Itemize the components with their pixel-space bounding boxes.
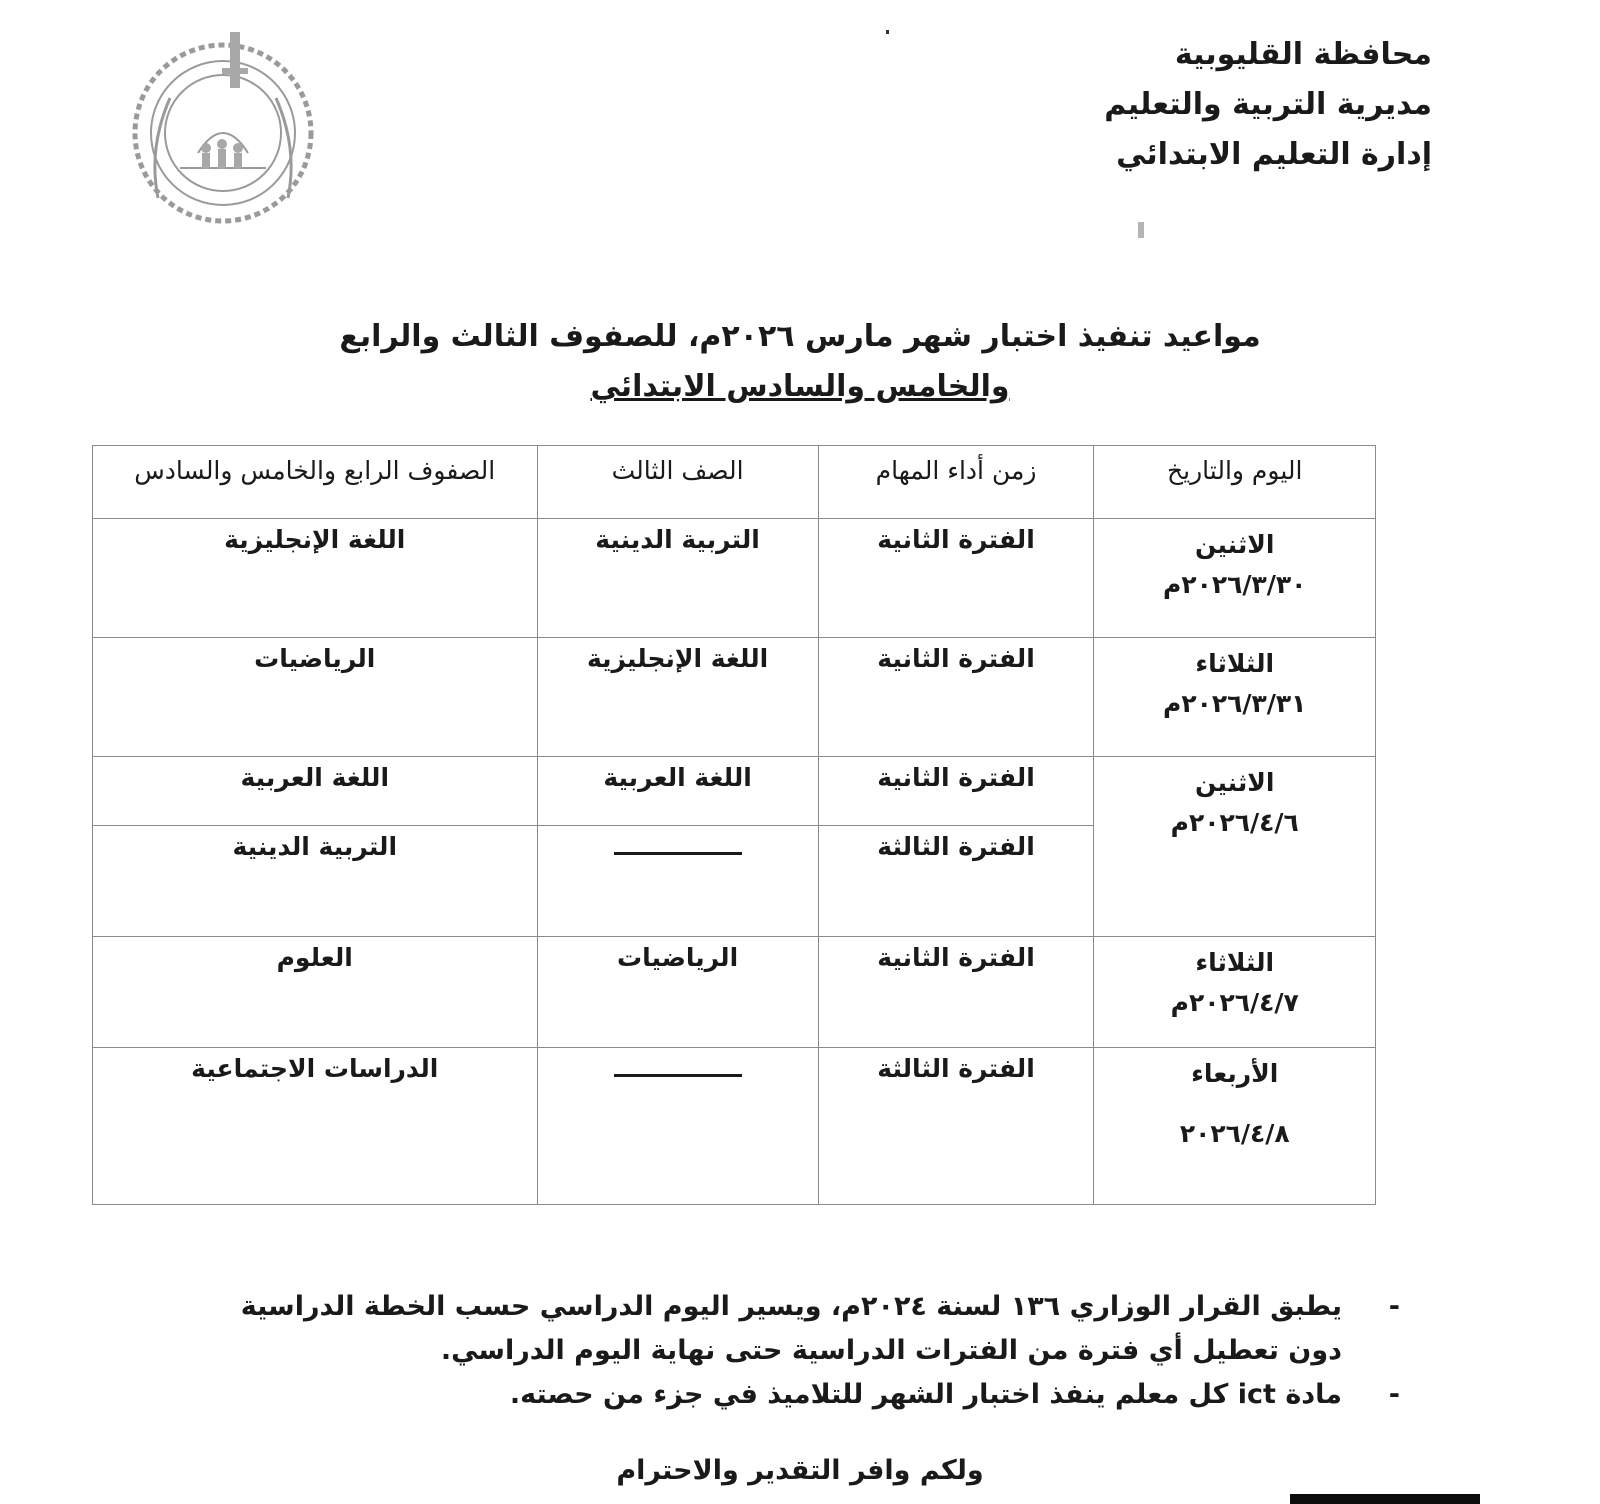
- grades456-subject-cell: التربية الدينية: [93, 826, 538, 937]
- exam-schedule-table: [92, 445, 1376, 1205]
- document-title: [250, 312, 1350, 412]
- day-date-cell: [1094, 757, 1376, 937]
- title-line-2: والخامس والسادس الابتدائي: [590, 369, 1010, 404]
- redaction-box: [140, 1452, 540, 1504]
- grades456-subject-cell: العلوم: [93, 937, 538, 1048]
- notes-section: [232, 1285, 1400, 1417]
- table-row: [93, 1048, 1376, 1205]
- department-name: إدارة التعليم الابتدائي: [1116, 137, 1432, 172]
- ministry-seal-logo: [118, 28, 328, 228]
- day-date-cell: [1094, 1048, 1376, 1205]
- table-row: [93, 757, 1376, 826]
- time-cell: الفترة الثانية: [818, 638, 1094, 757]
- grade3-subject-cell: الرياضيات: [537, 937, 818, 1048]
- day-name: الثلاثاء: [1195, 649, 1275, 678]
- note-item: [232, 1373, 1400, 1417]
- grades456-subject-cell: اللغة الإنجليزية: [93, 519, 538, 638]
- note-text: مادة ict كل معلم ينفذ اختبار الشهر للتلاميذ في جزء من حصته.: [509, 1379, 1342, 1410]
- note-bullet: -: [1388, 1291, 1400, 1322]
- table-header-row: [93, 446, 1376, 519]
- date-value: ٢٠٢٦/٤/٧م: [1170, 988, 1299, 1017]
- grades456-subject-cell: الرياضيات: [93, 638, 538, 757]
- date-value: ٢٠٢٦/٤/٦م: [1170, 808, 1299, 837]
- grades456-subject-cell: اللغة العربية: [93, 757, 538, 826]
- note-text: يطبق القرار الوزاري ١٣٦ لسنة ٢٠٢٤م، ويسير اليوم الدراسي حسب الخطة الدراسية دون تعطيل أي فترة من الفترات الدراسية حتى نهاية اليوم الدراسي.: [240, 1291, 1342, 1366]
- time-cell: الفترة الثالثة: [818, 1048, 1094, 1205]
- day-date-cell: [1094, 519, 1376, 638]
- header-day-date: اليوم والتاريخ: [1094, 446, 1376, 519]
- time-cell: الفترة الثانية: [818, 937, 1094, 1048]
- header-task-time: زمن أداء المهام: [818, 446, 1094, 519]
- date-value: ٢٠٢٦/٣/٣١م: [1163, 689, 1307, 718]
- note-item: [232, 1285, 1400, 1373]
- signature-mark: [1290, 1494, 1480, 1504]
- grade3-subject-cell: اللغة الإنجليزية: [537, 638, 818, 757]
- directorate-name: مديرية التربية والتعليم: [1104, 87, 1432, 122]
- grades456-subject-cell: الدراسات الاجتماعية: [93, 1048, 538, 1205]
- table-row: [93, 937, 1376, 1048]
- day-name: الاثنين: [1194, 768, 1275, 797]
- table-row: [93, 519, 1376, 638]
- header-grade-3: الصف الثالث: [537, 446, 818, 519]
- day-date-cell: [1094, 937, 1376, 1048]
- time-cell: الفترة الثالثة: [818, 826, 1094, 937]
- no-exam-dash: [614, 852, 742, 855]
- day-name: الأربعاء: [1191, 1059, 1279, 1088]
- scan-speck: [1138, 222, 1144, 238]
- table-row: [93, 638, 1376, 757]
- day-date-cell: [1094, 638, 1376, 757]
- grade3-subject-cell: التربية الدينية: [537, 519, 818, 638]
- no-exam-dash: [614, 1074, 742, 1077]
- title-line-1: مواعيد تنفيذ اختبار شهر مارس ٢٠٢٦م، للصفوف الثالث والرابع: [339, 319, 1261, 354]
- day-name: الثلاثاء: [1195, 948, 1275, 977]
- note-bullet: -: [1388, 1379, 1400, 1410]
- time-cell: الفترة الثانية: [818, 757, 1094, 826]
- scan-speck: [886, 30, 889, 34]
- date-value: ٢٠٢٦/٣/٣٠م: [1163, 570, 1307, 599]
- date-value: ٢٠٢٦/٤/٨: [1179, 1119, 1290, 1148]
- time-cell: الفترة الثانية: [818, 519, 1094, 638]
- day-name: الاثنين: [1194, 530, 1275, 559]
- governorate-name: محافظة القليوبية: [1174, 37, 1432, 72]
- grade3-subject-cell: اللغة العربية: [537, 757, 818, 826]
- closing-salutation: ولكم وافر التقدير والاحترام: [616, 1455, 984, 1486]
- header-grades-4-6: الصفوف الرابع والخامس والسادس: [93, 446, 538, 519]
- grade3-subject-cell: [537, 826, 818, 937]
- grade3-subject-cell: [537, 1048, 818, 1205]
- issuing-authority: [1104, 30, 1432, 180]
